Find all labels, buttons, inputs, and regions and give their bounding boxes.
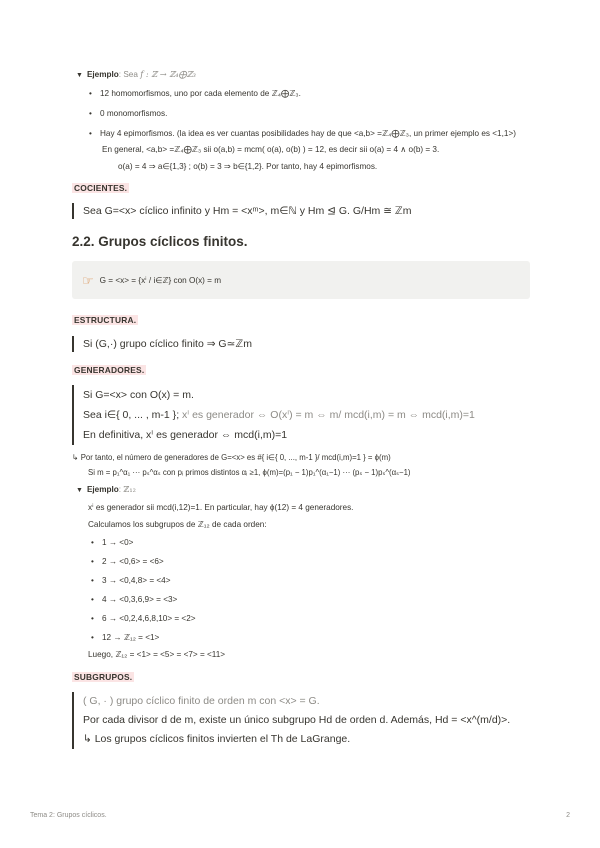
subgrupos-line2: Por cada divisor d de m, existe un único subgrupo Hd de orden d. Además, Hd = <x^(m/d)>. xyxy=(83,714,511,726)
section-title: 2.2. Grupos cíclicos finitos. xyxy=(72,234,248,249)
example-group: ℤ₁₂ xyxy=(123,484,136,494)
example-toggle[interactable]: ▼ Ejemplo: ℤ₁₂ xyxy=(76,483,530,497)
generadores-after1: ↳ Por tanto, el número de generadores de G=<x> es #{ i∈{ 0, ..., m-1 }/ mcd(i,m)=1 } = ϕ(m) xyxy=(72,453,391,462)
subgrupos-heading: SUBGRUPOS. xyxy=(74,672,133,682)
example-bullets xyxy=(72,87,530,140)
example-function: f : ℤ → ℤ₄⨁ℤ₃ xyxy=(140,69,196,79)
example2-line1: xⁱ es generador sii mcd(i,12)=1. En particular, hay ϕ(12) = 4 generadores. xyxy=(88,503,354,512)
example-label: Ejemplo xyxy=(86,485,119,494)
generadores-after2: Si m = p₁^α₁ ··· pₛ^αₛ con pᵢ primos distintos αᵢ ≥1, ϕ(m)=(p₁ − 1)p₁^(α₁−1) ··· (pₛ − 1)pₛ^(αₛ−1) xyxy=(88,468,411,477)
list-item: • 0 monomorfismos. xyxy=(86,107,530,120)
orders-line: o(a) = 4 ⇒ a∈{1,3} ; o(b) = 3 ⇒ b∈{1,2}. Por tanto, hay 4 epimorfismos. xyxy=(118,162,378,171)
footer-left: Tema 2: Grupos cíclicos. xyxy=(30,812,107,819)
cocientes-quote xyxy=(72,203,530,219)
generadores-line1: Si G=<x> con O(x) = m. xyxy=(83,389,194,401)
estructura-quote xyxy=(72,336,530,352)
list-item: • 1 → <0> xyxy=(88,536,530,549)
generadores-quote xyxy=(72,385,530,445)
cocientes-text: Sea G=<x> cíclico infinito y Hm = <xᵐ>, m∈ℕ y Hm ⊴ G. G/Hm ≅ ℤm xyxy=(83,205,412,217)
footer-page-number: 2 xyxy=(566,812,570,819)
estructura-heading: ESTRUCTURA. xyxy=(74,315,137,325)
callout-text: G = <x> = {xⁱ / i∈ℤ} con O(x) = m xyxy=(99,275,222,285)
example2-line2: Calculamos los subgrupos de ℤ₁₂ de cada orden: xyxy=(88,520,267,529)
subgrupos-quote xyxy=(72,692,530,749)
list-item: • 12 homomorfismos, uno por cada elemento de ℤ₄⨁ℤ₃. xyxy=(86,87,530,100)
toggle-triangle-icon[interactable]: ▼ xyxy=(76,72,83,79)
subgroup-list xyxy=(72,536,530,644)
list-item: • 3 → <0,4,8> = <4> xyxy=(88,574,530,587)
list-item: • Hay 4 epimorfismos. (la idea es ver cuantas posibilidades hay de que <a,b> =ℤ₄⨁ℤ₃, un primer ejemplo es <1,1>) xyxy=(86,127,530,140)
general-line: En general, <a,b> =ℤ₄⨁ℤ₃ sii o(a,b) = mcm( o(a), o(b) ) = 12, es decir sii o(a) = 4 ∧ o(b) = 3. xyxy=(102,145,440,154)
generadores-line3: En definitiva, xⁱ es generador ⇔ mcd(i,m)=1 xyxy=(83,429,288,441)
toggle-triangle-icon[interactable]: ▼ xyxy=(76,487,83,494)
subgrupos-line3: ↳ Los grupos cíclicos finitos invierten el Th de LaGrange. xyxy=(83,733,351,745)
generadores-line2: Sea i∈{ 0, ... , m-1 }; xⁱ es generador ⇔ O(xⁱ) = m ⇔ m/ mcd(i,m) = m ⇔ mcd(i,m)=1 xyxy=(83,409,475,421)
cocientes-heading: COCIENTES. xyxy=(74,183,128,193)
generadores-heading: GENERADORES. xyxy=(74,365,145,375)
callout xyxy=(72,261,530,299)
list-item: • 2 → <0,6> = <6> xyxy=(88,555,530,568)
estructura-text: Si (G,·) grupo cíclico finito ⇒ G≃ℤm xyxy=(83,338,252,350)
list-item: • 6 → <0,2,4,6,8,10> = <2> xyxy=(88,612,530,625)
page-content xyxy=(72,68,530,749)
example-label: Ejemplo xyxy=(86,70,119,79)
example-toggle[interactable]: ▼ Ejemplo: Sea f : ℤ → ℤ₄⨁ℤ₃ xyxy=(76,68,530,82)
example2-luego: Luego, ℤ₁₂ = <1> = <5> = <7> = <11> xyxy=(88,650,226,659)
list-item: • 12 → ℤ₁₂ = <1> xyxy=(88,631,530,644)
list-item: • 4 → <0,3,6,9> = <3> xyxy=(88,593,530,606)
pointing-hand-icon: ☞ xyxy=(82,272,94,288)
subgrupos-line1: ( G, · ) grupo cíclico finito de orden m con <x> = G. xyxy=(83,695,320,707)
